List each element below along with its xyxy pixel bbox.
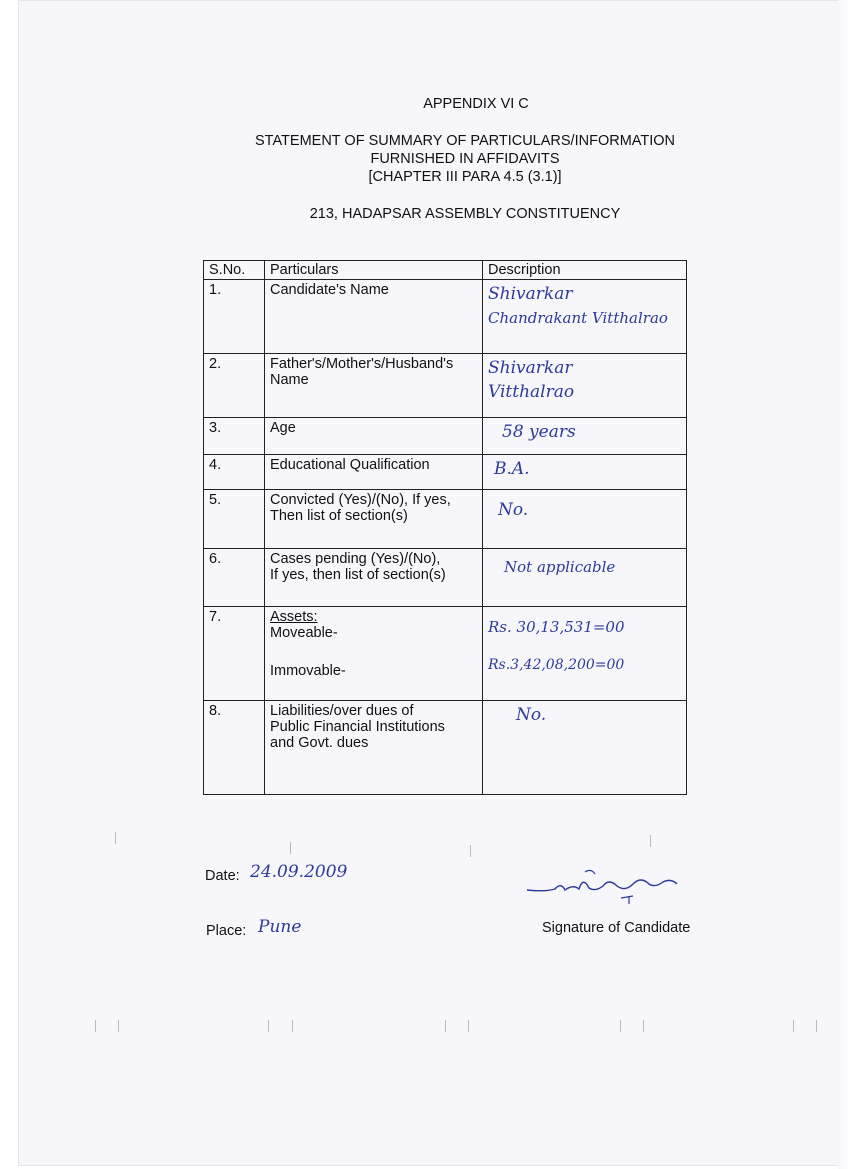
row-description bbox=[483, 354, 687, 418]
assets-title: Assets: bbox=[270, 609, 318, 625]
candidate-signature bbox=[525, 862, 685, 912]
handwritten-text: Shivarkar bbox=[488, 358, 573, 378]
table-row bbox=[204, 418, 687, 455]
signature-label: Signature of Candidate bbox=[542, 920, 691, 936]
handwritten-text: 58 years bbox=[502, 422, 576, 442]
handwritten-text: Vitthalrao bbox=[488, 382, 575, 402]
handwritten-text: B.A. bbox=[494, 459, 530, 479]
statement-line-1: STATEMENT OF SUMMARY OF PARTICULARS/INFORMATION bbox=[255, 133, 675, 149]
row-particular bbox=[265, 701, 483, 795]
particular-line: Liabilities/over dues of bbox=[270, 703, 414, 719]
row-description bbox=[483, 549, 687, 607]
row-description bbox=[483, 701, 687, 795]
particular-line: Public Financial Institutions bbox=[270, 719, 445, 735]
row-sno: 8. bbox=[204, 701, 265, 795]
row-sno: 6. bbox=[204, 549, 265, 607]
row-particular: Age bbox=[265, 418, 483, 455]
header-description: Description bbox=[483, 261, 687, 280]
handwritten-moveable-value: Rs. 30,13,531=00 bbox=[488, 618, 625, 636]
table-row bbox=[204, 354, 687, 418]
row-description bbox=[483, 280, 687, 354]
statement-line-2: FURNISHED IN AFFIDAVITS bbox=[370, 151, 560, 167]
table-row bbox=[204, 455, 687, 490]
moveable-label: Moveable- bbox=[270, 625, 338, 641]
row-sno: 7. bbox=[204, 607, 265, 701]
particular-line: and Govt. dues bbox=[270, 735, 369, 751]
header-particulars: Particulars bbox=[265, 261, 483, 280]
handwritten-text: Chandrakant Vitthalrao bbox=[488, 309, 668, 327]
handwritten-date: 24.09.2009 bbox=[250, 862, 348, 882]
table-header-row bbox=[204, 261, 687, 280]
particular-line: If yes, then list of section(s) bbox=[270, 567, 446, 583]
row-particular bbox=[265, 490, 483, 549]
row-sno: 5. bbox=[204, 490, 265, 549]
row-particular: Candidate's Name bbox=[265, 280, 483, 354]
statement-title bbox=[40, 132, 850, 186]
table-row bbox=[204, 701, 687, 795]
immovable-label: Immovable- bbox=[270, 663, 346, 679]
constituency-title: 213, HADAPSAR ASSEMBLY CONSTITUENCY bbox=[309, 206, 621, 222]
appendix-title: APPENDIX VI C bbox=[423, 96, 529, 112]
table-row bbox=[204, 490, 687, 549]
particular-line: Then list of section(s) bbox=[270, 508, 408, 524]
row-sno: 1. bbox=[204, 280, 265, 354]
statement-line-3: [CHAPTER III PARA 4.5 (3.1)] bbox=[368, 169, 562, 185]
row-sno: 4. bbox=[204, 455, 265, 490]
row-particular bbox=[265, 607, 483, 701]
handwritten-text: No. bbox=[498, 500, 529, 520]
row-particular bbox=[265, 549, 483, 607]
date-label: Date: bbox=[205, 868, 240, 884]
handwritten-text: Shivarkar bbox=[488, 284, 573, 304]
row-particular: Father's/Mother's/Husband's Name bbox=[265, 354, 483, 418]
header-sno: S.No. bbox=[204, 261, 265, 280]
row-description bbox=[483, 607, 687, 701]
row-description bbox=[483, 490, 687, 549]
row-description bbox=[483, 418, 687, 455]
row-sno: 2. bbox=[204, 354, 265, 418]
table-row bbox=[204, 549, 687, 607]
particular-line: Convicted (Yes)/(No), If yes, bbox=[270, 492, 451, 508]
place-label: Place: bbox=[206, 923, 247, 939]
handwritten-text: Not applicable bbox=[504, 558, 616, 576]
handwritten-place: Pune bbox=[258, 917, 302, 937]
table-row bbox=[204, 280, 687, 354]
table-row bbox=[204, 607, 687, 701]
row-sno: 3. bbox=[204, 418, 265, 455]
row-particular: Educational Qualification bbox=[265, 455, 483, 490]
handwritten-immovable-value: Rs.3,42,08,200=00 bbox=[488, 657, 625, 673]
row-description bbox=[483, 455, 687, 490]
particular-line: Cases pending (Yes)/(No), bbox=[270, 551, 441, 567]
particulars-table bbox=[203, 260, 687, 795]
handwritten-text: No. bbox=[516, 705, 547, 725]
